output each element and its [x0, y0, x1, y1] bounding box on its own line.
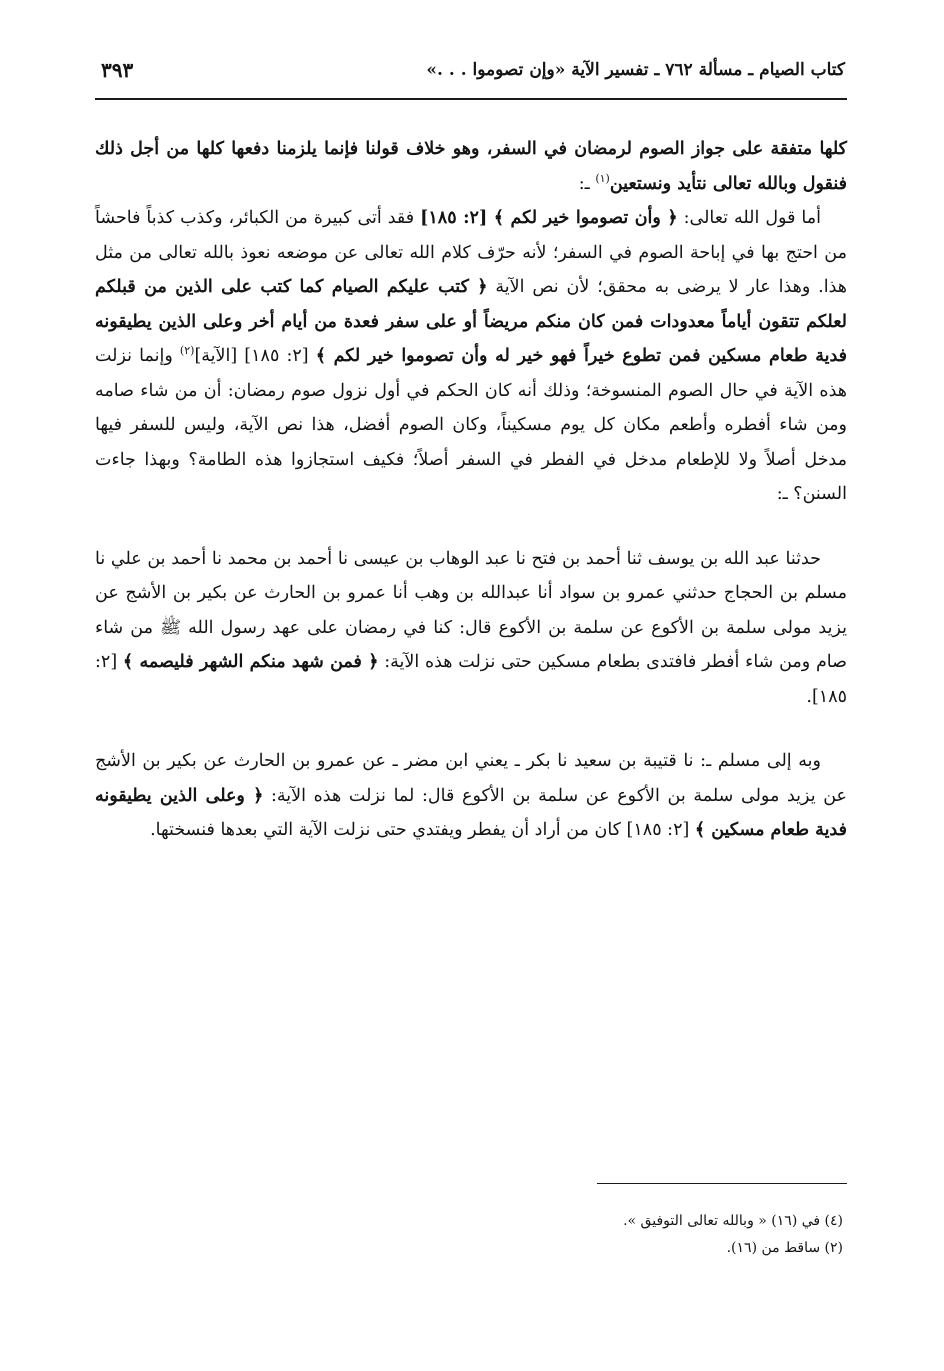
quran-verse-quote-4: ﴿ وعلى الذين يطيقونه فدية طعام مسكين ﴾ — [95, 785, 847, 840]
footnote-1: (٤) في (١٦) « وبالله تعالى التوفيق ». — [623, 1213, 843, 1229]
book-page — [95, 50, 847, 1340]
running-header — [95, 50, 847, 90]
paragraph-4 — [95, 744, 847, 848]
footnote-2: (٢) ساقط من (١٦). — [726, 1240, 843, 1256]
footnote-ref-1: (١) — [595, 171, 610, 185]
paragraph-1 — [95, 132, 847, 201]
paragraph-1-text: كلها متفقة على جواز الصوم لرمضان في السفر، وهو خلاف قولنا فإنما يلزمنا دفعها كلها من أجل ذلك فنقول وبالله تعالى نتأيد ونستعين — [95, 139, 847, 194]
paragraph-2-body: فقد أتى كبيرة من الكبائر، وكذب كذباً فاحشاً من احتج بها في إباحة الصوم في السفر؛ لأنه حرّف كلام الله تعالى عن موضعه نعوذ بالله تعالى من مثل هذا. وهذا عار لا يرضى به محقق؛ لأن نص الآية — [95, 208, 847, 297]
quran-verse-quote-2: ﴿ كتب عليكم الصيام كما كتب على الذين من قبلكم لعلكم تتقون أياماً معدودات فمن كان منكم مريضاً أو على سفر فعدة من أيام أخر وعلى الذين يطيقونه فدية طعام مسكين فمن تطوع خيراً فهو خير له وأن تصوموا خير لكم ﴾ — [95, 277, 847, 366]
page-number: ٣٩٣ — [101, 58, 134, 82]
footnote-rule — [597, 1183, 847, 1184]
verse-citation-3: [٢: ١٨٥]. — [95, 652, 847, 707]
verse-citation: [٢: ١٨٥] [الآية] — [194, 346, 316, 366]
hadith-chain-2: وبه إلى مسلم ـ: نا قتيبة بن سعيد نا بكر ـ يعني ابن مضر ـ عن عمرو بن الحارث عن بكير بن الأشج عن يزيد مولى سلمة بن الأكوع عن سلمة بن الأكوع قال: لما نزلت هذه الآية: — [95, 751, 847, 806]
header-rule — [95, 98, 847, 100]
quran-verse-quote-3: ﴿ فمن شهد منكم الشهر فليصمه ﴾ — [122, 652, 379, 672]
paragraph-gap — [95, 512, 847, 542]
header-title: كتاب الصيام ـ مسألة ٧٦٢ ـ تفسير الآية «وإن تصوموا . . .» — [426, 60, 845, 80]
hadith-chain-1: حدثنا عبد الله بن يوسف ثنا أحمد بن فتح نا عبد الوهاب بن عيسى نا أحمد بن محمد نا أحمد بن علي نا مسلم بن الحجاج حدثني عمرو بن سواد أنا عبدالله بن وهب أنا عمرو بن الحارث عن بكير بن الأشج عن يزيد مولى سلمة بن الأكوع عن سلمة بن الأكوع قال: كنا في رمضان على عهد رسول الله ﷺ من شاء صام ومن شاء أفطر فافتدى بطعام مسكين حتى نزلت هذه الآية: — [95, 548, 847, 672]
paragraph-2 — [95, 201, 847, 512]
paragraph-2-intro: أما قول الله تعالى: — [677, 208, 821, 228]
paragraph-2-rest: وإنما نزلت هذه الآية في حال الصوم المنسوخة؛ وذلك أنه كان الحكم في أول نزول صوم رمضان: أن من شاء صامه ومن شاء أفطره وأطعم مكان كل يوم مسكيناً، وكان الصوم أفضل، هذا نص الآية، وليس للسفر فيها مدخل أصلاً ولا للإطعام مدخل في الفطر في السفر أصلاً؛ فكيف استجازوا هذه الطامة؟ وبهذا جاءت السنن؟ ـ: — [95, 346, 847, 504]
quran-verse-quote-1: ﴿ وأن تصوموا خير لكم ﴾ [٢: ١٨٥] — [420, 208, 678, 228]
paragraph-1-tail: ـ: — [578, 173, 596, 194]
footnotes — [623, 1208, 843, 1262]
footnote-ref-2: (٢) — [179, 344, 195, 358]
paragraph-gap — [95, 714, 847, 744]
paragraph-3 — [95, 542, 847, 715]
body-text — [95, 132, 847, 848]
paragraph-4-tail: [٢: ١٨٥] كان من أراد أن يفطر ويفتدي حتى نزلت الآية التي بعدها فنسختها. — [150, 820, 695, 840]
